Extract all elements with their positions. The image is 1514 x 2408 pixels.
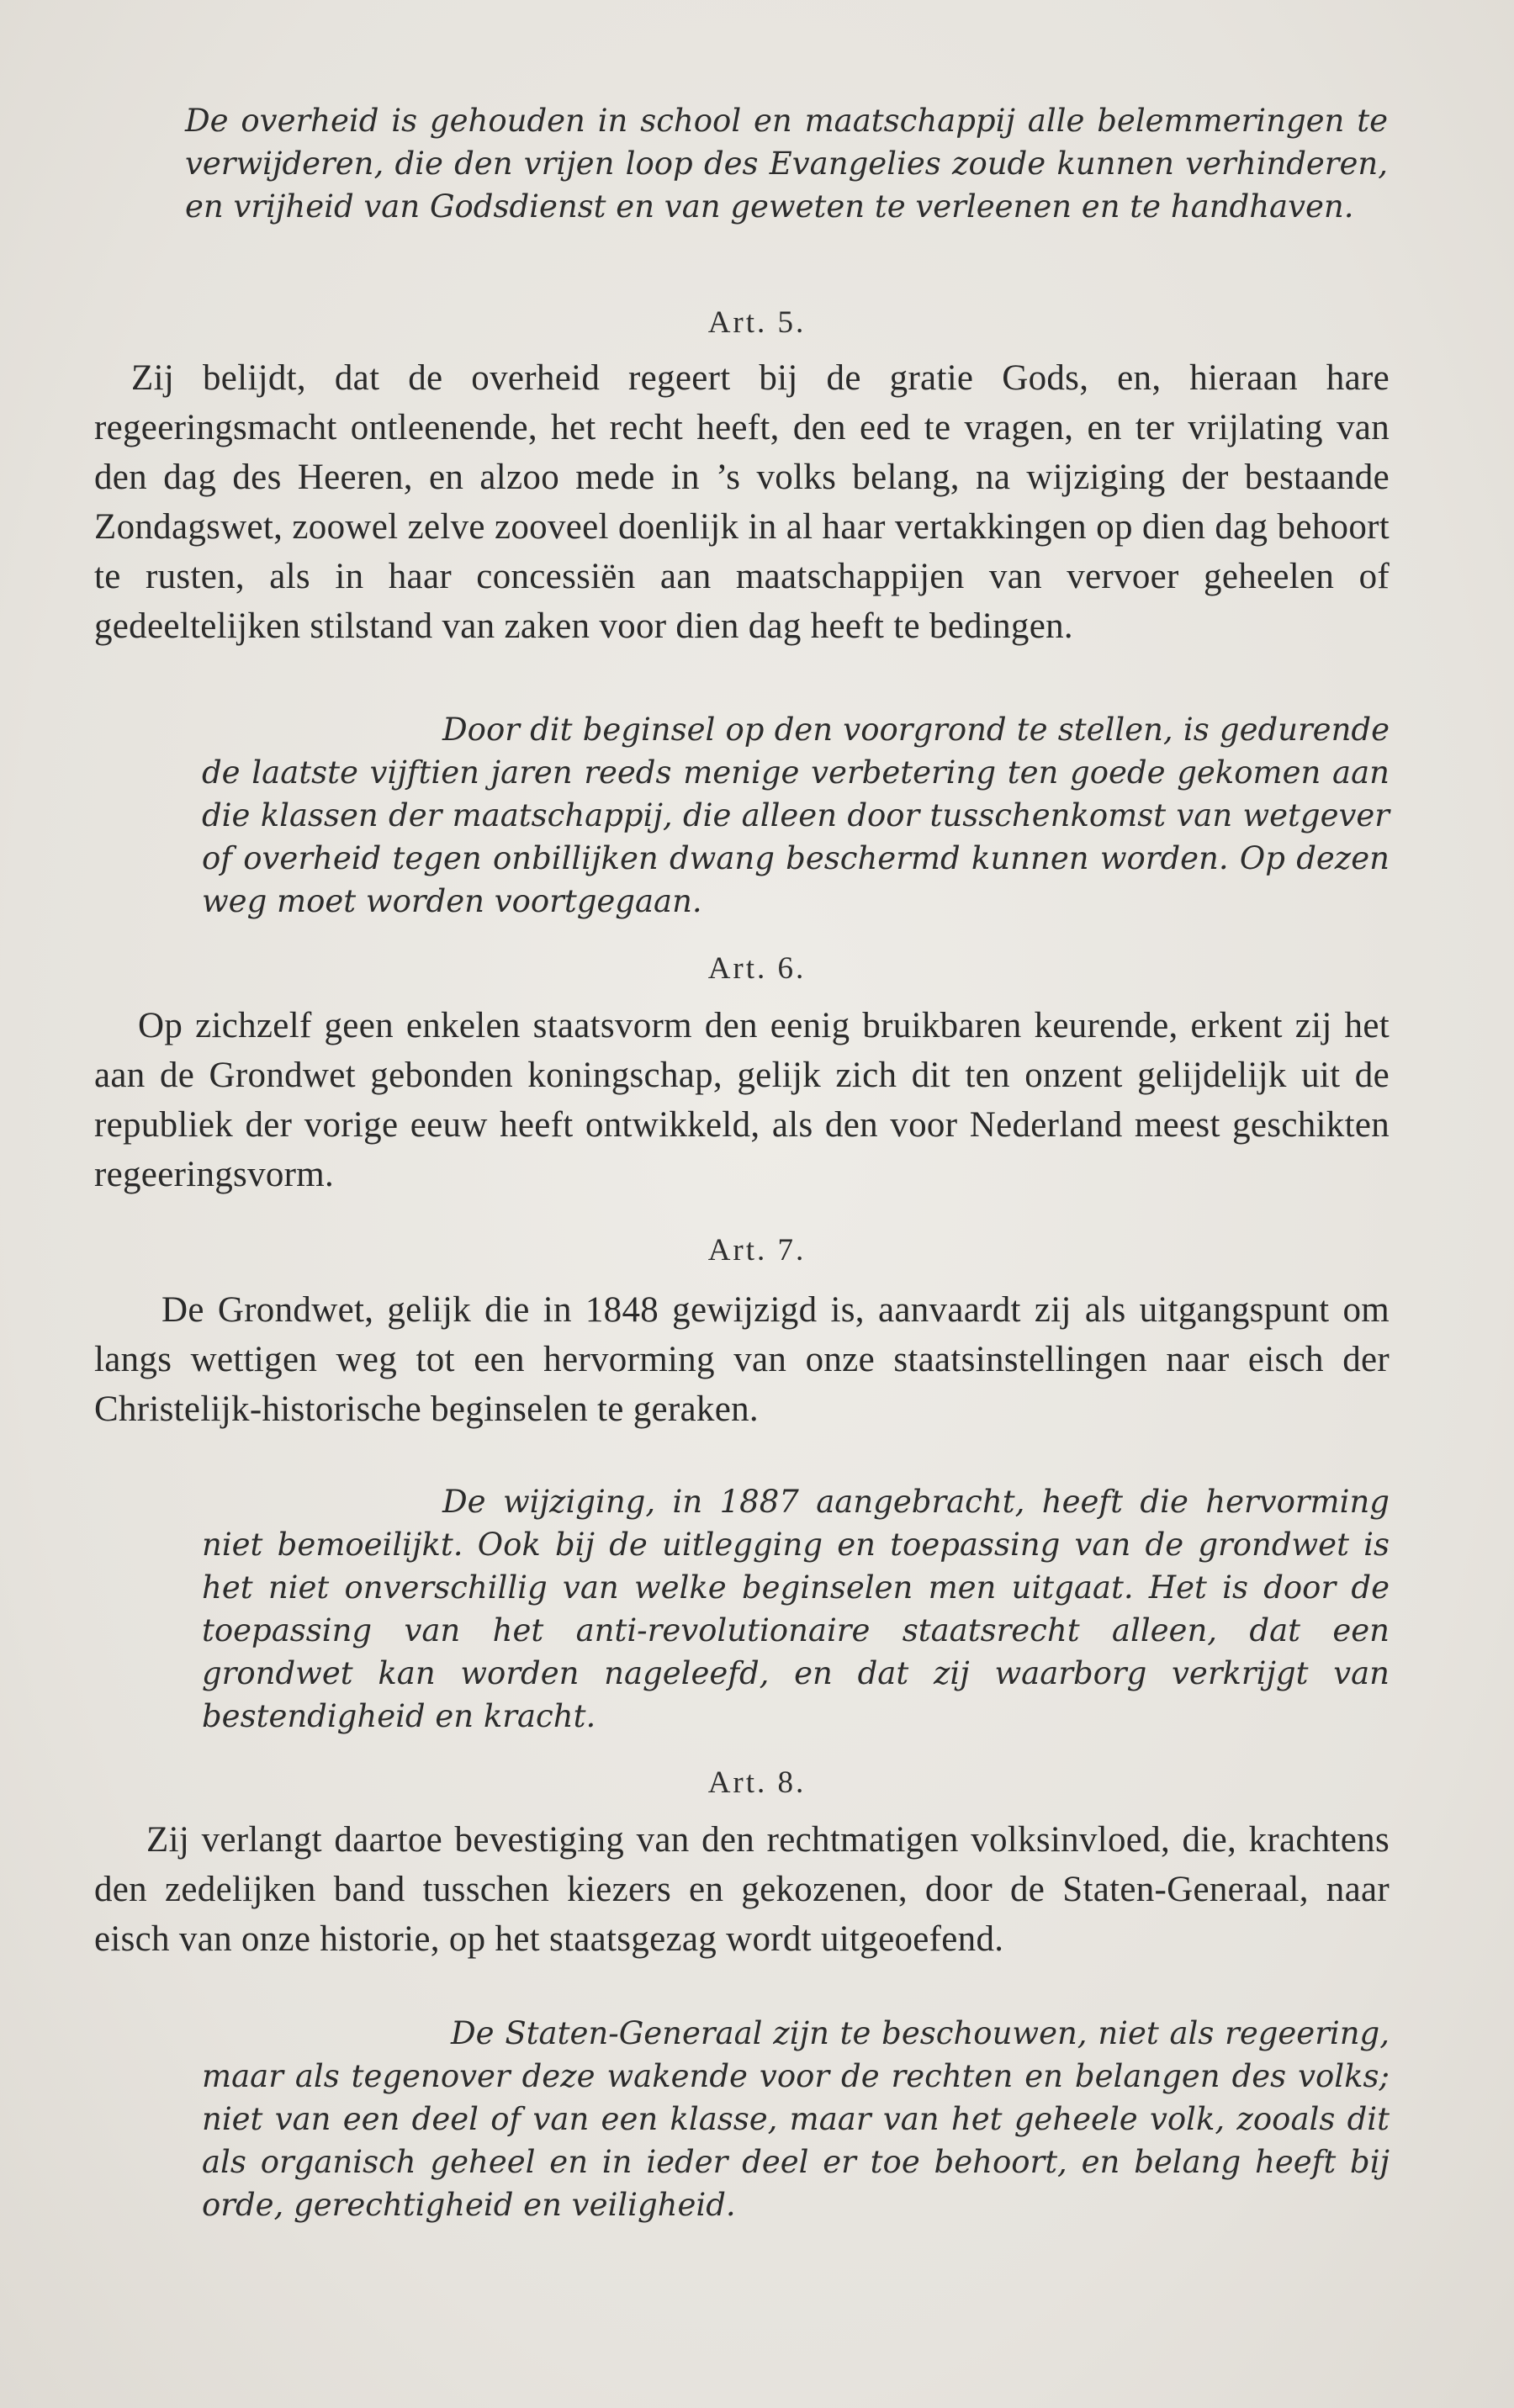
art-6-heading: Art. 6. [707, 951, 807, 986]
art-7-text: De Grondwet, gelijk die in 1848 gewijzigd is, aanvaardt zij als uitgangspunt om langs wettigen weg tot een hervorming van onze staatsinstellingen naar eisch der Christelijk-historische beginselen te geraken. [94, 1290, 1390, 1429]
art-8-heading: Art. 8. [707, 1765, 807, 1800]
note-top-block [185, 99, 1388, 228]
art-5-note-block [202, 708, 1390, 923]
art-5-heading: Art. 5. [707, 305, 807, 340]
art-5-note: Door dit beginsel op den voorgrond te stellen, is gedurende de laatste vijftien jaren reeds menige verbetering ten goede gekomen aan die klassen der maatschappij, die alleen door tusschenkomst van wetgever of overheid tegen onbillijken dwang beschermd kunnen worden. Op dezen weg moet worden voortgegaan. [202, 712, 1390, 919]
art-8-note-block [202, 2012, 1390, 2226]
art-5-text: Zij belijdt, dat de overheid regeert bij de gratie Gods, en, hieraan hare regeeringsmacht ontleenende, het recht heeft, den eed te vragen, en ter vrijlating van den dag des Heeren, en alzoo mede in ’s volks belang, na wijziging der bestaande Zondagswet, zoowel zelve zooveel doenlijk in al haar vertakkingen op dien dag behoort te rusten, als in haar concessiën aan maatschappijen van vervoer geheelen of gedeeltelijken stilstand van zaken voor dien dag heeft te bedingen. [94, 358, 1390, 646]
art-6-text: Op zichzelf geen enkelen staatsvorm den eenig bruikbaren keurende, erkent zij het aan de Grondwet gebonden koningschap, gelijk zich dit ten onzent gelijdelijk uit de republiek der vorige eeuw heeft ontwikkeld, als den voor Nederland meest geschikten regeeringsvorm. [94, 1006, 1390, 1194]
art-8-text: Zij verlangt daartoe bevestiging van den rechtmatigen volksinvloed, die, krachtens den zedelijken band tusschen kiezers en gekozenen, door de Staten-Generaal, naar eisch van onze historie, op het staatsgezag wordt uitgeoefend. [94, 1820, 1390, 1959]
art-5-block [94, 353, 1390, 651]
art-7-block [94, 1285, 1390, 1434]
art-8-block [94, 1815, 1390, 1964]
art-7-heading: Art. 7. [707, 1233, 807, 1268]
note-top: De overheid is gehouden in school en maatschappij alle belemmeringen te verwijderen, die den vrijen loop des Evangelies zoude kunnen verhinderen, en vrijheid van Godsdienst en van geweten te verleenen en te handhaven. [185, 103, 1388, 225]
art-8-note: De Staten-Generaal zijn te beschouwen, niet als regeering, maar als tegenover deze wakende voor de rechten en belangen des volks; niet van een deel of van een klasse, maar van het geheele volk, zooals dit als organisch geheel en in ieder deel er toe behoort, en belang heeft bij orde, gerechtigheid en veiligheid. [202, 2015, 1390, 2223]
art-7-note: De wijziging, in 1887 aangebracht, heeft die hervorming niet bemoeilijkt. Ook bij de uitlegging en toepassing van de grondwet is het niet onverschillig van welke beginselen men uitgaat. Het is door de toepassing van het anti-revolutionaire staatsrecht alleen, dat een grondwet kan worden nageleefd, en dat zij waarborg verkrijgt van bestendigheid en kracht. [202, 1484, 1390, 1734]
art-6-block [94, 1001, 1390, 1199]
art-7-note-block [202, 1480, 1390, 1738]
